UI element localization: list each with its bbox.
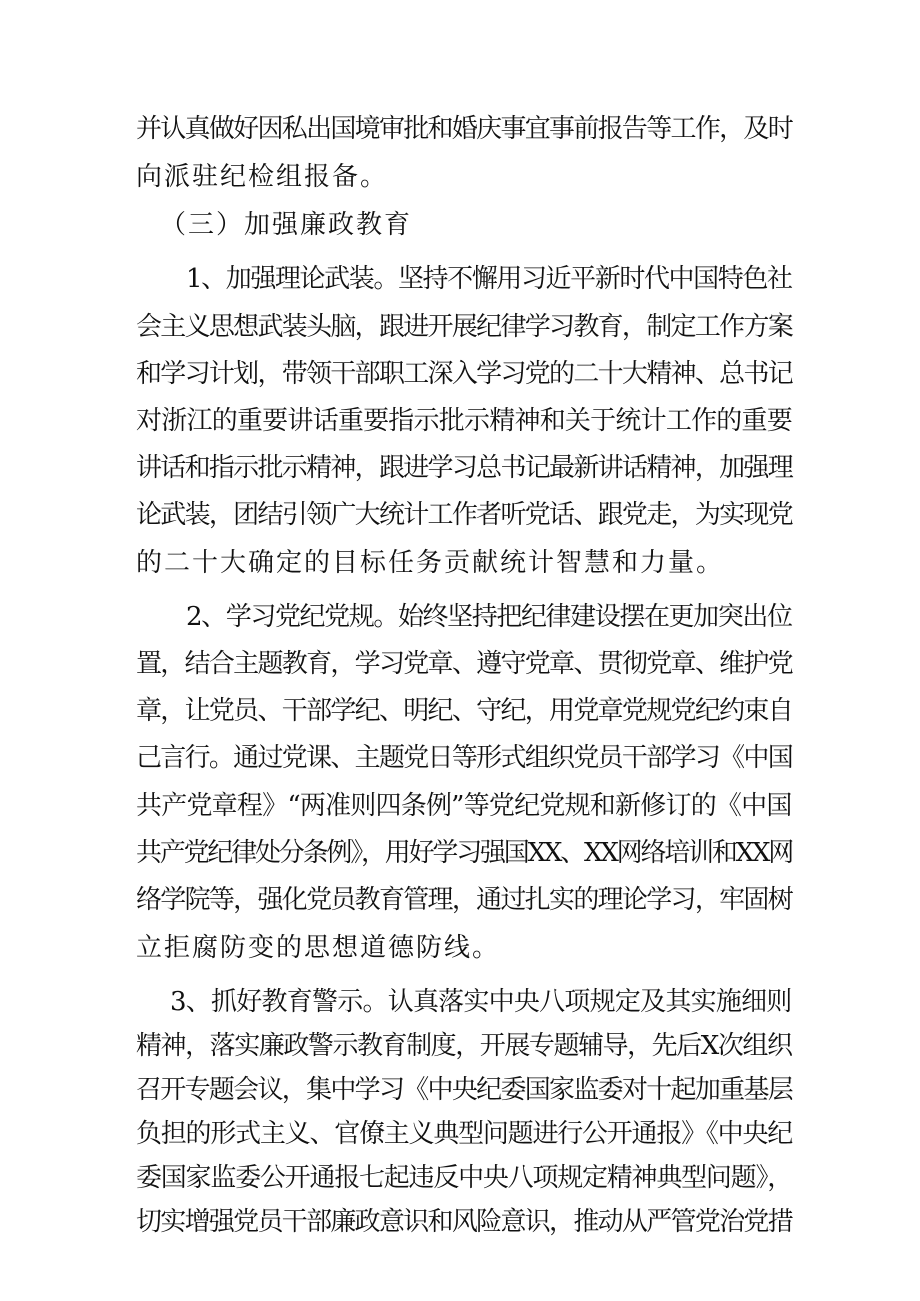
text-line: 3、抓好教育警示。认真落实中央八项规定及其实施细则 bbox=[170, 987, 792, 1017]
text-line: 负担的形式主义、官僚主义典型问题进行公开通报》《中央纪 bbox=[136, 1119, 793, 1149]
text-line: 对浙江的重要讲话重要指示批示精神和关于统计工作的重要 bbox=[136, 406, 793, 436]
text-line: 的二十大确定的目标任务贡献统计智慧和力量。 bbox=[136, 548, 725, 578]
text-line: 和学习计划，带领干部职工深入学习党的二十大精神、总书记 bbox=[136, 359, 793, 389]
text-line: 论武装，团结引领广大统计工作者听党话、跟党走，为实现党 bbox=[136, 500, 793, 530]
text-line: 召开专题会议，集中学习《中央纪委国家监委对十起加重基层 bbox=[136, 1075, 793, 1105]
text-line: 己言行。通过党课、主题党日等形式组织党员干部学习《中国 bbox=[136, 743, 793, 773]
text-line: 切实增强党员干部廉政意识和风险意识，推动从严管党治党措 bbox=[136, 1207, 793, 1237]
text-line: 讲话和指示批示精神，跟进学习总书记最新讲话精神，加强理 bbox=[136, 453, 793, 483]
text-line: 精神，落实廉政警示教育制度，开展专题辅导，先后X次组织 bbox=[136, 1031, 792, 1061]
text-line: 委国家监委公开通报七起违反中央八项规定精神典型问题》， bbox=[136, 1163, 793, 1193]
text-line: 章，让党员、干部学纪、明纪、守纪，用党章党规党纪约束自 bbox=[136, 696, 793, 726]
text-line: 2、学习党纪党规。始终坚持把纪律建设摆在更加突出位 bbox=[186, 602, 792, 632]
text-line: 络学院等，强化党员教育管理，通过扎实的理论学习，牢固树 bbox=[136, 885, 793, 915]
text-line: 会主义思想武装头脑，跟进开展纪律学习教育，制定工作方案 bbox=[136, 312, 793, 342]
text-line: 共产党章程》“两准则四条例”等党纪党规和新修订的《中国 bbox=[136, 791, 792, 821]
text-line: 共产党纪律处分条例》，用好学习强国XX、XX网络培训和XX网 bbox=[136, 838, 793, 868]
text-line: 1、加强理论武装。坚持不懈用习近平新时代中国特色社 bbox=[186, 264, 792, 294]
text-line: 置，结合主题教育，学习党章、遵守党章、贯彻党章、维护党 bbox=[136, 649, 793, 679]
text-line: 立拒腐防变的思想道德防线。 bbox=[136, 933, 501, 963]
section-heading: （三）加强廉政教育 bbox=[160, 210, 413, 240]
text-line: 向派驻纪检组报备。 bbox=[136, 162, 389, 192]
text-line: 并认真做好因私出国境审批和婚庆事宜事前报告等工作，及时 bbox=[136, 114, 793, 144]
